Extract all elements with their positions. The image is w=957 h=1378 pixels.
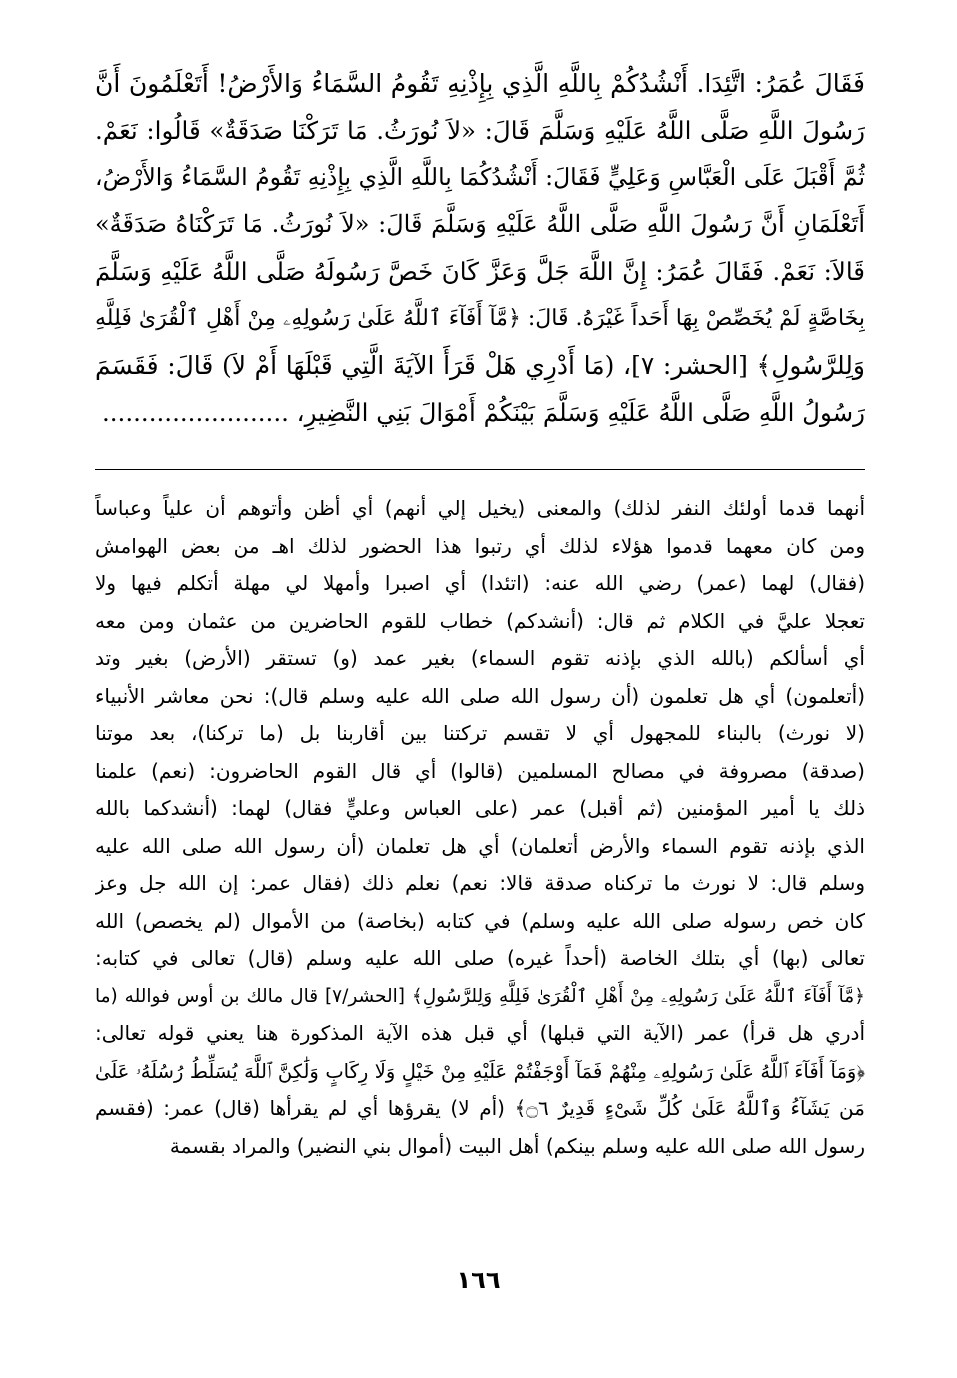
commentary-line: مَن يَشَآءُ وَٱللَّهُ عَلَىٰ كُلِّ شَىْءٍ قَدِيرٌ ۝٦﴾ (أم لا) يقرؤها أي لم يقرأها (قال) عمر: (فقسم [95, 1096, 865, 1120]
section-divider [95, 469, 865, 470]
commentary-line: أي أسألكم (بالله الذي بإذنه تقوم السماء) بغير عمد (و) تستقر (الأرض) بغير وتد [95, 646, 865, 670]
commentary-block [95, 490, 865, 1165]
commentary-line: أنهما قدما أولئك النفر لذلك) والمعنى (يخيل إلي أنهم) أي أظن وأتوهم أن علياً وعباساً [95, 496, 865, 520]
main-text-line: قَالاَ: نَعَمْ. فَقَالَ عُمَرُ: إِنَّ اللَّهَ جَلَّ وَعَزَّ كَانَ خَصَّ رَسُولَهُ صَلَّى اللَّهُ عَلَيْهِ وَسَلَّمَ [95, 257, 865, 286]
commentary-line: (صدقة) مصروفة في مصالح المسلمين (قالوا) أي قال القوم الحاضرون: (نعم) علمنا [95, 758, 865, 783]
commentary-line: وسلم قال: لا نورث ما تركناه صدقة قالا: نعم) نعلم ذلك (فقال عمر: إن الله جل وعز [95, 871, 865, 895]
main-text-line: وَلِلرَّسُولِ﴾ [الحشر: ٧]، (مَا أَدْرِي هَلْ قَرَأَ الآيَةَ الَّتِي قَبْلَهَا أَمْ لاَ) قَالَ: فَقَسَمَ [95, 351, 865, 380]
commentary-line: تعجلا عليَّ في الكلام ثم قال: (أنشدكم) خطاب للقوم الحاضرين من عثمان ومن معه [95, 608, 865, 633]
main-text-block [95, 60, 865, 436]
commentary-line: (لا نورث) بالبناء للمجهول أي لا تقسم تركتنا بين أقاربنا بل (ما تركنا)، بعد موتنا [95, 721, 865, 745]
main-text-line: بِخَاصَّةٍ لَمْ يُخَصِّصْ بِهَا أَحَداً غَيْرَهُ. قَالَ: ﴿مَّآ أَفَآءَ ٱللَّهُ عَلَىٰ رَسُولِهِۦ مِنْ أَهْلِ ٱلْقُرَىٰ فَلِلَّهِ [95, 306, 865, 331]
commentary-line: الذي بإذنه تقوم السماء والأرض أتعلمان) أي هل تعلمان (أن رسول الله صلى الله عليه [95, 833, 865, 858]
main-text-line: ثُمَّ أَقْبَلَ عَلَى الْعَبَّاسِ وَعَلِيٍّ فَقَالَ: أَنْشُدُكُمَا بِاللَّهِ الَّذِي بِإِذْنِهِ تَقُومُ السَّمَاءُ وَالأَرْضُ، [95, 163, 865, 191]
commentary-line: كان خص رسوله صلى الله عليه وسلم) في كتابه (بخاصة) من الأموال (لم يخصص) الله [95, 908, 865, 933]
commentary-line: ومن كان معهما قدموا هؤلاء لذلك أي رتبوا هذا الحضور لذلك اهـ من بعض الهوامش [95, 533, 865, 558]
main-text-line: رَسُولُ اللَّهِ صَلَّى اللَّهُ عَلَيْهِ وَسَلَّمَ بَيْنَكُمْ أَمْوَالَ بَنِي النَّضِيرِ، ........................ [101, 398, 865, 427]
main-text-line: رَسُولَ اللَّهِ صَلَّى اللَّهُ عَلَيْهِ وَسَلَّمَ قَالَ: «لاَ نُورَثُ. مَا تَرَكْنَا صَدَقَةٌ» قَالُوا: نَعَمْ. [95, 116, 865, 145]
commentary-line: ﴿وَمَآ أَفَآءَ ٱللَّهُ عَلَىٰ رَسُولِهِۦ مِنْهُمْ فَمَآ أَوْجَفْتُمْ عَلَيْهِ مِنْ خَيْلٍ وَلَا رِكَابٍ وَلَٰكِنَّ ٱللَّهَ يُسَلِّطُ رُسُلَهُۥ عَلَىٰ [95, 1059, 865, 1083]
main-text-line: أَتَعْلَمَانِ أَنَّ رَسُولَ اللَّهِ صَلَّى اللَّهُ عَلَيْهِ وَسَلَّمَ قَالَ: «لاَ نُورَثُ. مَا تَرَكْنَاهُ صَدَقَةٌ» [95, 210, 865, 238]
commentary-line: ﴿مَّآ أَفَآءَ ٱللَّهُ عَلَىٰ رَسُولِهِۦ مِنْ أَهْلِ ٱلْقُرَىٰ فَلِلَّهِ وَلِلرَّسُولِ﴾ [الحشر/٧] قال مالك بن أوس فوالله (ما [95, 985, 865, 1007]
commentary-line: أدري هل قرأ) عمر (الآية التي قبلها) أي قبل هذه الآية المذكورة هنا يعني قوله تعالى: [95, 1021, 865, 1045]
commentary-line: رسول الله صلى الله عليه وسلم بينكم) أهل البيت (أموال بني النضير) والمراد بقسمة [169, 1133, 865, 1158]
main-text-line: فَقَالَ عُمَرُ: اتَّئِدَا. أَنْشُدُكُمْ بِاللَّهِ الَّذِي بِإِذْنِهِ تَقُومُ السَّمَاءُ وَالأَرْضُ! أَتَعْلَمُونَ أَنَّ [95, 69, 865, 98]
commentary-line: (أتعلمون) أي هل تعلمون (أن رسول الله صلى الله عليه وسلم قال): نحن معاشر الأنبياء [95, 683, 865, 708]
commentary-line: تعالى (بها) أي بتلك الخاصة (أحداً غيره) صلى الله عليه وسلم (قال) تعالى في كتابه: [95, 946, 865, 970]
commentary-line: (فقال) لهما (عمر) رضي الله عنه: (اتئدا) أي اصبرا وأمهلا لي مهلة أتكلم فيها ولا [95, 571, 865, 595]
page-number: ١٦٦ [456, 1266, 501, 1294]
commentary-line: ذلك يا أمير المؤمنين (ثم أقبل) عمر (على العباس وعليٍّ فقال) لهما: (أنشدكما بالله [95, 796, 865, 820]
